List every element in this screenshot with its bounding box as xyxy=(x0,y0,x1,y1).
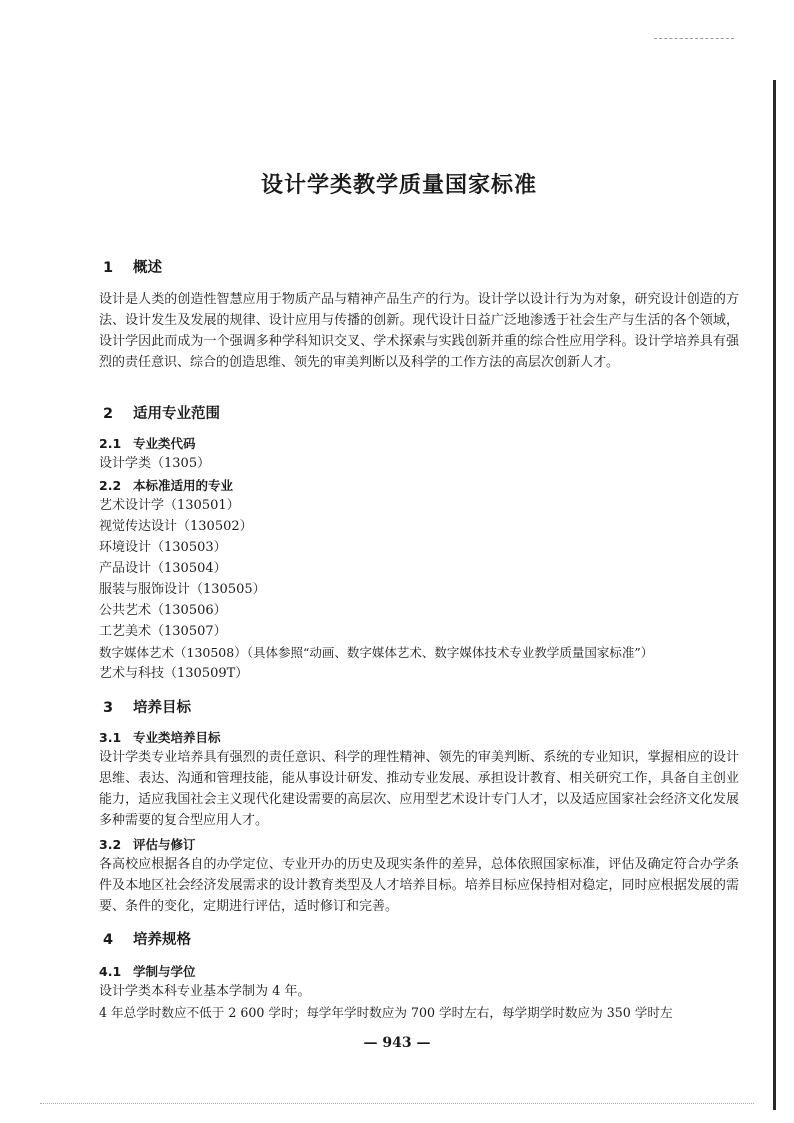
subsection-2-1-heading xyxy=(99,434,196,452)
subsection-title: 评估与修订 xyxy=(133,837,196,852)
section-1-heading xyxy=(103,256,162,277)
scan-artifact-bottom xyxy=(40,1103,754,1104)
scan-edge-line xyxy=(773,80,776,1110)
subsection-title: 学制与学位 xyxy=(133,964,196,979)
duration-line: 设计学类本科专业基本学制为 4 年。 xyxy=(99,984,311,999)
section-number: 1 xyxy=(103,260,114,276)
major-list-item: 工艺美术（130507） xyxy=(99,624,227,639)
subsection-3-1-heading xyxy=(99,728,221,746)
section-3-heading xyxy=(103,696,191,717)
subsection-3-2-heading xyxy=(99,835,196,853)
subsection-title: 本标准适用的专业 xyxy=(133,478,234,493)
subsection-number: 2.2 xyxy=(99,478,122,493)
section-4-heading xyxy=(103,928,191,949)
major-list-item: 视觉传达设计（130502） xyxy=(99,519,253,534)
subsection-4-1-heading xyxy=(99,962,196,980)
major-list-item: 产品设计（130504） xyxy=(99,561,227,576)
document-title: 设计学类教学质量国家标准 xyxy=(260,173,537,198)
section-3-1-paragraph: 设计学类专业培养具有强烈的责任意识、科学的理性精神、领先的审美判断、系统的专业知识，掌握相应的设计思维、表达、沟通和管理技能，能从事设计研发、推动专业发展、承担设计教育、相关研究工作，具备自主创业能力，适应我国社会主义现代化建设需要的高层次、应用型艺术设计专门人才，以及适应国家社会经济文化发展多种需要的复合型应用人才。 xyxy=(99,750,739,828)
section-number: 4 xyxy=(103,932,114,948)
subsection-number: 4.1 xyxy=(99,964,122,979)
section-title: 适用专业范围 xyxy=(133,406,220,422)
subsection-number: 2.1 xyxy=(99,436,122,451)
major-list-item: 环境设计（130503） xyxy=(99,540,227,555)
section-number: 3 xyxy=(103,700,114,716)
section-title: 培养规格 xyxy=(133,932,191,948)
subsection-2-2-heading xyxy=(99,476,233,494)
category-code-line: 设计学类（1305） xyxy=(99,456,211,471)
subsection-number: 3.2 xyxy=(99,837,122,852)
hours-line: 4 年总学时数应不低于 2 600 学时；每学年学时数应为 700 学时左右，每学期学时数应为 350 学时左 xyxy=(99,1005,673,1020)
section-2-heading xyxy=(103,402,220,423)
major-list-item: 艺术与科技（130509T） xyxy=(99,666,249,681)
page-number: — 943 — xyxy=(363,1035,431,1051)
major-list-item: 数字媒体艺术（130508）（具体参照“动画、数字媒体艺术、数字媒体技术专业教学质量国家标准”） xyxy=(99,645,654,660)
subsection-number: 3.1 xyxy=(99,730,122,745)
subsection-title: 专业类代码 xyxy=(133,436,196,451)
scan-artifact-top xyxy=(654,38,734,39)
section-3-2-paragraph: 各高校应根据各自的办学定位、专业开办的历史及现实条件的差异，总体依照国家标准，评估及确定符合办学条件及本地区社会经济发展需求的设计教育类型及人才培养目标。培养目标应保持相对稳定，同时应根据发展的需要、条件的变化，定期进行评估，适时修订和完善。 xyxy=(99,857,739,914)
section-title: 培养目标 xyxy=(133,700,191,716)
major-list-item: 艺术设计学（130501） xyxy=(99,498,240,513)
section-number: 2 xyxy=(103,406,114,422)
major-list-item: 服装与服饰设计（130505） xyxy=(99,582,266,597)
subsection-title: 专业类培养目标 xyxy=(133,730,221,745)
major-list-item: 公共艺术（130506） xyxy=(99,603,227,618)
section-1-paragraph: 设计是人类的创造性智慧应用于物质产品与精神产品生产的行为。设计学以设计行为为对象，研究设计创造的方法、设计发生及发展的规律、设计应用与传播的创新。现代设计日益广泛地渗透于社会生产与生活的各个领域，设计学因此而成为一个强调多种学科知识交叉、学术探索与实践创新并重的综合性应用学科。设计学培养具有强烈的责任意识、综合的创造思维、领先的审美判断以及科学的工作方法的高层次创新人才。 xyxy=(99,292,739,370)
section-title: 概述 xyxy=(133,260,162,276)
